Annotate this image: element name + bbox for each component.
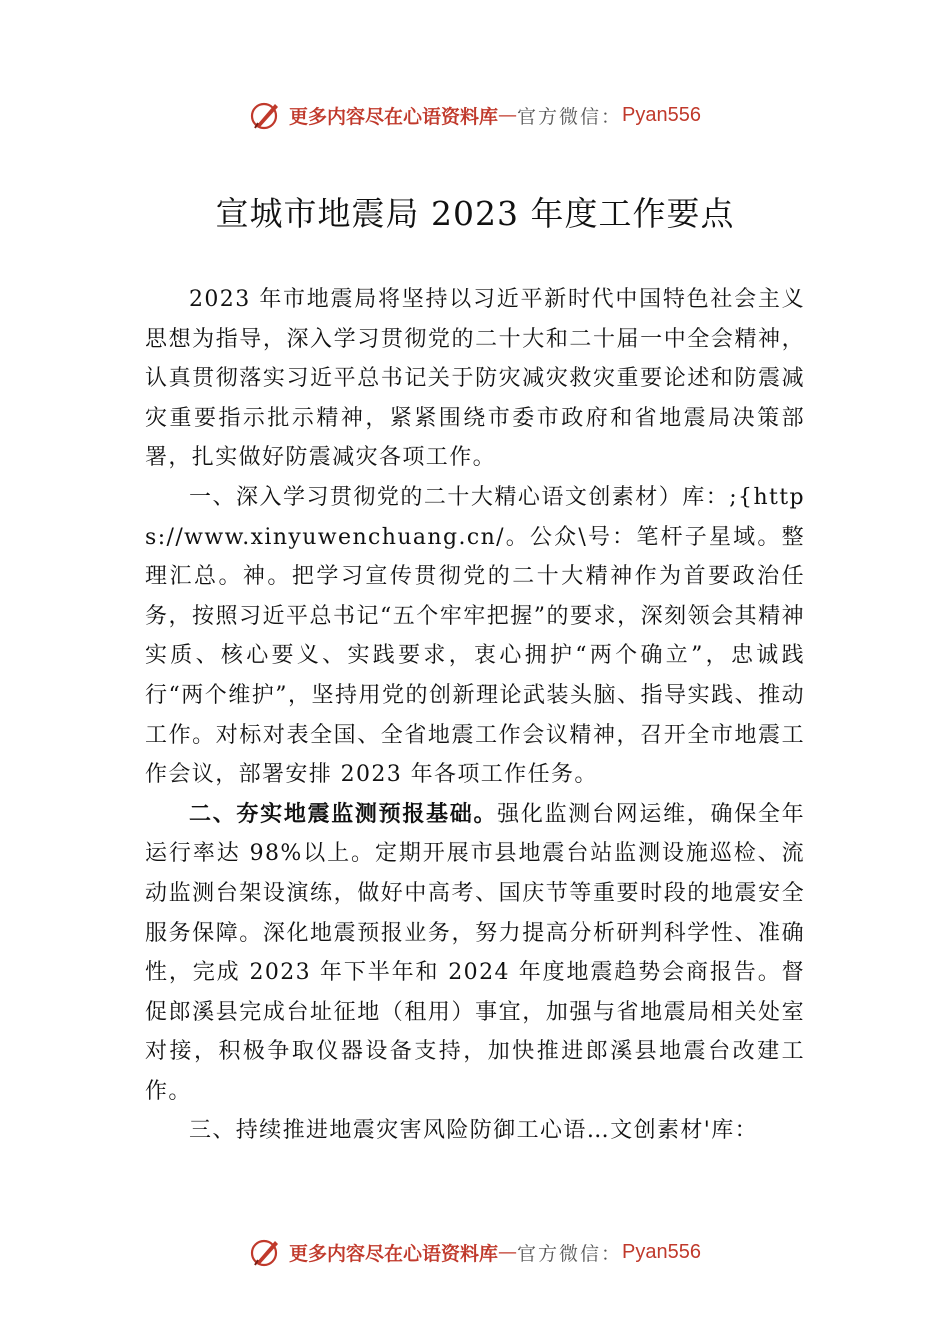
paragraph-section-1 bbox=[145, 478, 805, 795]
paragraph-text: 三、持续推进地震灾害风险防御工心语…文创素材'库： bbox=[189, 1118, 759, 1144]
paragraph-section-2 bbox=[145, 795, 805, 1112]
paragraph-intro bbox=[145, 280, 805, 478]
paragraph-text: 一、深入学习贯彻党的二十大精心语文创素材）库：;{https://www.xinyuwenchuang.cn/。公众\号：笔杆子星域。整理汇总。神。把学习宣传贯彻党的二十大精神作为首要政治任务，按照习近平总书记“五个牢牢把握”的要求，深刻领会其精神实质、核心要义、实践要求，衷心拥护“两个确立”，忠诚践行“两个维护”，坚持用党的创新理论武装头脑、指导实践、推动工作。对标对表全国、全省地震工作会议精神，召开全市地震工作会议，部署安排 2023 年各项工作任务。 bbox=[145, 484, 805, 788]
banner-wechat-id: Pyan556 bbox=[622, 103, 701, 126]
header-banner bbox=[0, 95, 950, 135]
banner-main-text: 更多内容尽在心语资料库 bbox=[289, 105, 499, 128]
section-heading: 二、夯实地震监测预报基础。 bbox=[189, 800, 498, 827]
paragraph-text: 2023 年市地震局将坚持以习近平新时代中国特色社会主义思想为指导，深入学习贯彻党的二十大和二十届一中全会精神，认真贯彻落实习近平总书记关于防灾减灾救灾重要论述和防震减灾重要指示批示精神，紧紧围绕市委市政府和省地震局决策部署，扎实做好防震减灾各项工作。 bbox=[145, 287, 805, 471]
footer-banner bbox=[0, 1232, 950, 1272]
document-title: 宣城市地震局 2023 年度工作要点 bbox=[215, 194, 735, 233]
document-body bbox=[145, 280, 805, 1151]
banner-main-text: 更多内容尽在心语资料库 bbox=[289, 1242, 499, 1265]
banner-dash: — bbox=[498, 1241, 518, 1263]
paragraph-text: 强化监测台网运维，确保全年运行率达 98%以上。定期开展市县地震台站监测设施巡检、流动监测台架设演练，做好中高考、国庆节等重要时段的地震安全服务保障。深化地震预报业务，努力提高分析研判科学性、准确性，完成 2023 年下半年和 2024 年度地震趋势会商报告。督促郎溪县完成台址征地（租用）事宜，加强与省地震局相关处室对接，积极争取仪器设备支持，加快推进郎溪县地震台改建工作。 bbox=[145, 801, 806, 1104]
banner-wechat-label: 官方微信： bbox=[517, 105, 623, 128]
paragraph-section-3 bbox=[145, 1111, 805, 1151]
quill-circle-icon bbox=[249, 98, 283, 132]
banner-dash: — bbox=[498, 104, 518, 126]
quill-circle-icon bbox=[249, 1235, 283, 1269]
banner-wechat-label: 官方微信： bbox=[517, 1242, 623, 1265]
banner-wechat-id: Pyan556 bbox=[622, 1240, 701, 1263]
